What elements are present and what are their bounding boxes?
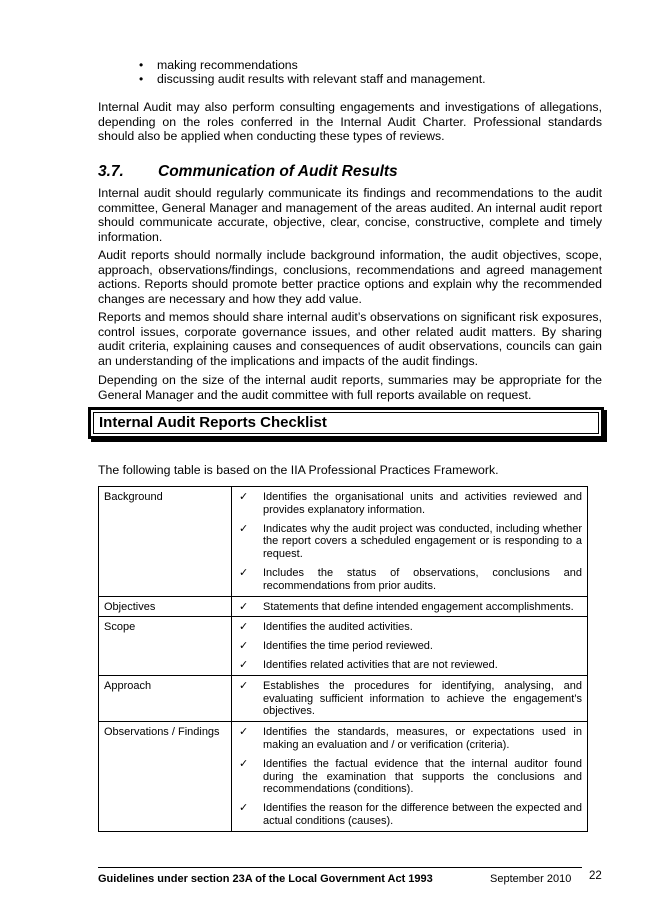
bullet-item: • discussing audit results with relevant staff and management. [98, 72, 486, 86]
checkmark-icon: ✓ [239, 640, 249, 653]
checklist-items [232, 722, 588, 832]
checklist-item-text: Identifies the standards, measures, or expectations used in making an evaluation and / or verification (criteria). [263, 726, 582, 751]
page-number: 22 [589, 870, 602, 882]
bullet-list [98, 58, 486, 86]
checklist-items [232, 675, 588, 721]
checkmark-icon: ✓ [239, 491, 249, 503]
checklist-items [232, 487, 588, 597]
checklist-item [237, 726, 582, 752]
checkmark-icon: ✓ [239, 757, 249, 770]
section-number: 3.7. [98, 163, 124, 180]
checklist-item-text: Identifies related activities that are not reviewed. [263, 658, 498, 671]
section-title: Communication of Audit Results [158, 163, 398, 180]
checklist-item-text: Identifies the time period reviewed. [263, 640, 433, 653]
checklist-row [99, 487, 588, 597]
checklist-category: Background [99, 487, 232, 597]
checklist-item-text: Identifies the audited activities. [263, 621, 413, 634]
footer [98, 867, 582, 885]
checklist-row [99, 596, 588, 617]
checklist-row [99, 675, 588, 721]
section-heading [98, 163, 398, 181]
checklist-item [237, 659, 582, 672]
checklist-table [98, 486, 588, 832]
checklist-item-text: Includes the status of observations, conclusions and recommendations from prior audits. [263, 566, 582, 592]
checkmark-icon: ✓ [239, 566, 249, 579]
paragraph: Internal audit should regularly communicate its findings and recommendations to the audit committee, General Manager and management of the areas audited. An internal audit report should communicate accurate, objective, clear, concise, constructive, complete and timely information. [98, 186, 602, 244]
checkmark-icon: ✓ [239, 522, 249, 535]
checklist-row [99, 617, 588, 675]
table-intro: The following table is based on the IIA Professional Practices Framework. [98, 463, 499, 477]
checklist-item [237, 523, 582, 561]
checklist-item-text: Indicates why the audit project was conducted, including whether the report covers a scheduled engagement or is responding to a request. [263, 522, 582, 561]
checkmark-icon: ✓ [239, 658, 249, 671]
checkmark-icon: ✓ [239, 621, 249, 634]
checklist-body [99, 487, 588, 832]
checklist-item [237, 491, 582, 517]
footer-date: September 2010 [490, 873, 572, 885]
checklist-banner [88, 407, 604, 439]
checklist-items [232, 617, 588, 675]
checklist-item [237, 758, 582, 796]
checklist-item [237, 680, 582, 718]
paragraph-consulting: Internal Audit may also perform consulting engagements and investigations of allegations, depending on the roles conferred in the Internal Audit Charter. Professional standards should also be applied when conducting these types of reviews. [98, 100, 602, 143]
checklist-item [237, 567, 582, 593]
checklist-item-text: Identifies the factual evidence that the internal auditor found during the examination that supports the conclusions and recommendations (conditions). [263, 757, 582, 796]
checklist-item-text: Identifies the reason for the difference between the expected and actual conditions (causes). [263, 802, 582, 827]
checklist-category: Objectives [99, 596, 232, 617]
paragraph: Depending on the size of the internal audit reports, summaries may be appropriate for the General Manager and the audit committee with full reports available on request. [98, 373, 602, 402]
checklist-category: Scope [99, 617, 232, 675]
checkmark-icon: ✓ [239, 679, 249, 692]
banner-title: Internal Audit Reports Checklist [99, 414, 327, 431]
checklist-item-text: Identifies the organisational units and activities reviewed and provides explanatory information. [263, 491, 582, 516]
bullet-item: • making recommendations [98, 58, 486, 72]
checklist-items [232, 596, 588, 617]
paragraph: Audit reports should normally include background information, the audit objectives, scope, approach, observations/findings, conclusions, recommendations and agreed management actions. Reports should promote better practice options and explain why the recommended changes are necessary and how they add value. [98, 248, 602, 306]
checklist-item [237, 802, 582, 828]
checklist-item-text: Statements that define intended engagement accomplishments. [263, 600, 574, 613]
checklist-category: Approach [99, 675, 232, 721]
checklist-item-text: Establishes the procedures for identifying, analysing, and evaluating sufficient information to achieve the engagement’s objectives. [263, 679, 582, 718]
checkmark-icon: ✓ [239, 726, 249, 739]
checklist-item [237, 601, 582, 614]
checklist-row [99, 722, 588, 832]
checkmark-icon: ✓ [239, 600, 249, 613]
checklist-category: Observations / Findings [99, 722, 232, 832]
checklist-item [237, 621, 582, 634]
checklist-item [237, 640, 582, 653]
checkmark-icon: ✓ [239, 802, 249, 815]
paragraph: Reports and memos should share internal audit’s observations on significant risk exposures, control issues, corporate governance issues, and other related audit matters. By sharing audit criteria, explaining causes and consequences of audit observations, councils can gain an understanding of the implications and impacts of the audit findings. [98, 310, 602, 368]
footer-title: Guidelines under section 23A of the Local Government Act 1993 [98, 873, 433, 885]
